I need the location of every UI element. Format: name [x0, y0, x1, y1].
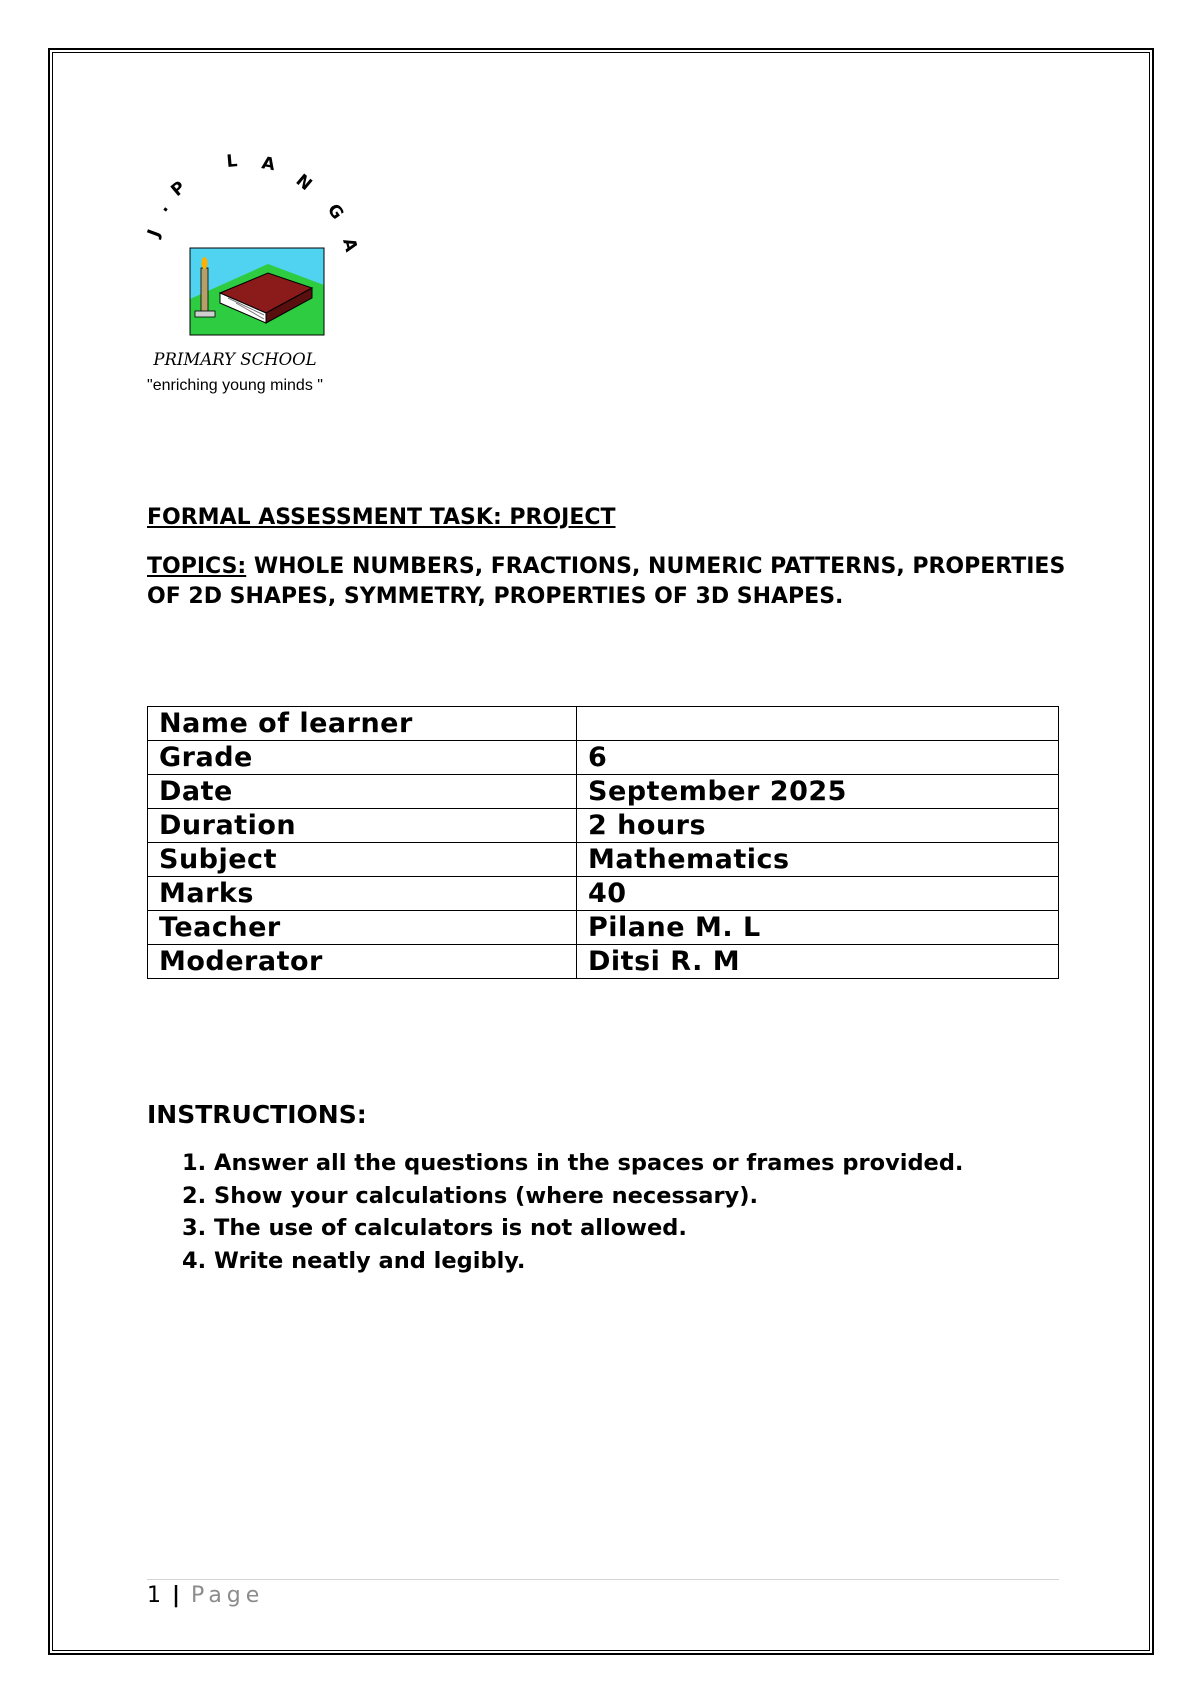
label-cell: Duration — [148, 809, 577, 843]
value-cell: 2 hours — [577, 809, 1059, 843]
logo-motto: "enriching young minds " — [147, 377, 323, 394]
table-row — [148, 843, 1059, 877]
table-row — [148, 809, 1059, 843]
page-title: FORMAL ASSESSMENT TASK: PROJECT — [147, 505, 616, 530]
label-cell: Subject — [148, 843, 577, 877]
table-row — [148, 911, 1059, 945]
label-cell: Name of learner — [148, 707, 577, 741]
label-cell: Marks — [148, 877, 577, 911]
logo-arc-letter: J — [143, 226, 165, 240]
logo-arc-letter: N — [291, 170, 316, 195]
list-item: 1. Answer all the questions in the spaces or frames provided. — [182, 1150, 964, 1176]
instructions-heading: INSTRUCTIONS: — [147, 1100, 367, 1129]
list-item: 4. Write neatly and legibly. — [182, 1247, 526, 1274]
table-row — [148, 775, 1059, 809]
label-cell: Teacher — [148, 911, 577, 945]
topics — [147, 552, 1067, 612]
page-word: Page — [191, 1583, 265, 1608]
logo-arc-letter: P — [167, 177, 190, 201]
footer-separator: | — [172, 1583, 181, 1608]
logo-school-name: PRIMARY SCHOOL — [153, 350, 317, 369]
value-cell: September 2025 — [577, 775, 1059, 809]
label-cell: Date — [148, 775, 577, 809]
value-cell: 40 — [577, 877, 1059, 911]
logo-emblem — [190, 248, 324, 335]
label-cell: Grade — [148, 741, 577, 775]
value-cell: 6 — [577, 741, 1059, 775]
logo-arc-letter: L — [225, 151, 239, 172]
label-cell: Moderator — [148, 945, 577, 979]
table-row — [148, 707, 1059, 741]
footer-divider — [147, 1579, 1059, 1580]
page-footer — [147, 1583, 264, 1608]
value-cell: Pilane M. L — [577, 911, 1059, 945]
list-item: 2. Show your calculations (where necessary). — [182, 1182, 759, 1209]
logo-arc-letter: G — [322, 200, 348, 224]
list-item: 3. The use of calculators is not allowed. — [182, 1215, 687, 1241]
instructions-list — [182, 1147, 963, 1277]
school-logo — [140, 145, 380, 405]
topics-label: TOPICS: — [147, 554, 247, 579]
table-row — [148, 945, 1059, 979]
value-cell: Ditsi R. M — [577, 945, 1059, 979]
table-row — [148, 877, 1059, 911]
value-cell: Mathematics — [577, 843, 1059, 877]
logo-arc-letter: A — [260, 153, 277, 176]
table-row — [148, 741, 1059, 775]
topics-text: WHOLE NUMBERS, FRACTIONS, NUMERIC PATTERNS, PROPERTIES OF 2D SHAPES, SYMMETRY, PROPERTIES OF 3D SHAPES. — [147, 554, 1066, 609]
logo-arc-letter: A — [338, 236, 361, 255]
page-number: 1 — [147, 1583, 161, 1608]
learner-name-field[interactable] — [577, 707, 1059, 741]
logo-arc-letter: . — [152, 199, 173, 216]
learner-info-table — [147, 706, 1059, 979]
